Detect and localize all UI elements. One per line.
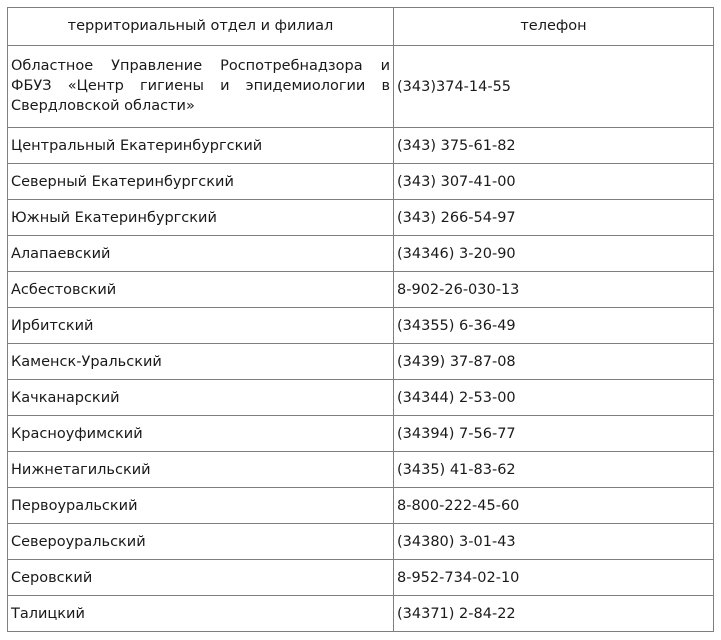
table-row — [8, 560, 714, 596]
department-cell: Талицкий — [8, 596, 394, 632]
table-row — [8, 272, 714, 308]
department-cell: Областное Управление Роспотребнадзора и ФБУЗ «Центр гигиены и эпидемиологии в Свердловской области» — [8, 46, 394, 128]
phone-cell: (34394) 7-56-77 — [394, 416, 714, 452]
phone-cell: (343) 266-54-97 — [394, 200, 714, 236]
table-row — [8, 416, 714, 452]
department-cell: Качканарский — [8, 380, 394, 416]
department-cell: Ирбитский — [8, 308, 394, 344]
table-row — [8, 596, 714, 632]
table-header-row — [8, 8, 714, 46]
department-cell: Нижнетагильский — [8, 452, 394, 488]
table-row — [8, 380, 714, 416]
phone-cell: (34371) 2-84-22 — [394, 596, 714, 632]
table-row — [8, 344, 714, 380]
department-cell: Первоуральский — [8, 488, 394, 524]
phone-cell: 8-902-26-030-13 — [394, 272, 714, 308]
phone-cell: 8-952-734-02-10 — [394, 560, 714, 596]
header-department: территориальный отдел и филиал — [8, 8, 394, 46]
table-row — [8, 308, 714, 344]
table-row — [8, 46, 714, 128]
table-row — [8, 200, 714, 236]
table-row — [8, 524, 714, 560]
department-cell: Североуральский — [8, 524, 394, 560]
table-row — [8, 488, 714, 524]
phone-cell: (3435) 41-83-62 — [394, 452, 714, 488]
departments-phone-table — [7, 7, 714, 632]
table-row — [8, 164, 714, 200]
phone-cell: (3439) 37-87-08 — [394, 344, 714, 380]
department-cell: Северный Екатеринбургский — [8, 164, 394, 200]
department-cell: Каменск-Уральский — [8, 344, 394, 380]
header-phone: телефон — [394, 8, 714, 46]
phone-cell: (34344) 2-53-00 — [394, 380, 714, 416]
table-row — [8, 452, 714, 488]
phone-cell: (343) 307-41-00 — [394, 164, 714, 200]
department-cell: Красноуфимский — [8, 416, 394, 452]
table-row — [8, 128, 714, 164]
department-cell: Алапаевский — [8, 236, 394, 272]
phone-cell: 8-800-222-45-60 — [394, 488, 714, 524]
phone-cell: (343)374-14-55 — [394, 46, 714, 128]
department-cell: Южный Екатеринбургский — [8, 200, 394, 236]
phone-cell: (343) 375-61-82 — [394, 128, 714, 164]
department-cell: Асбестовский — [8, 272, 394, 308]
table-row — [8, 236, 714, 272]
phone-cell: (34380) 3-01-43 — [394, 524, 714, 560]
department-cell: Центральный Екатеринбургский — [8, 128, 394, 164]
phone-cell: (34355) 6-36-49 — [394, 308, 714, 344]
phone-cell: (34346) 3-20-90 — [394, 236, 714, 272]
department-cell: Серовский — [8, 560, 394, 596]
